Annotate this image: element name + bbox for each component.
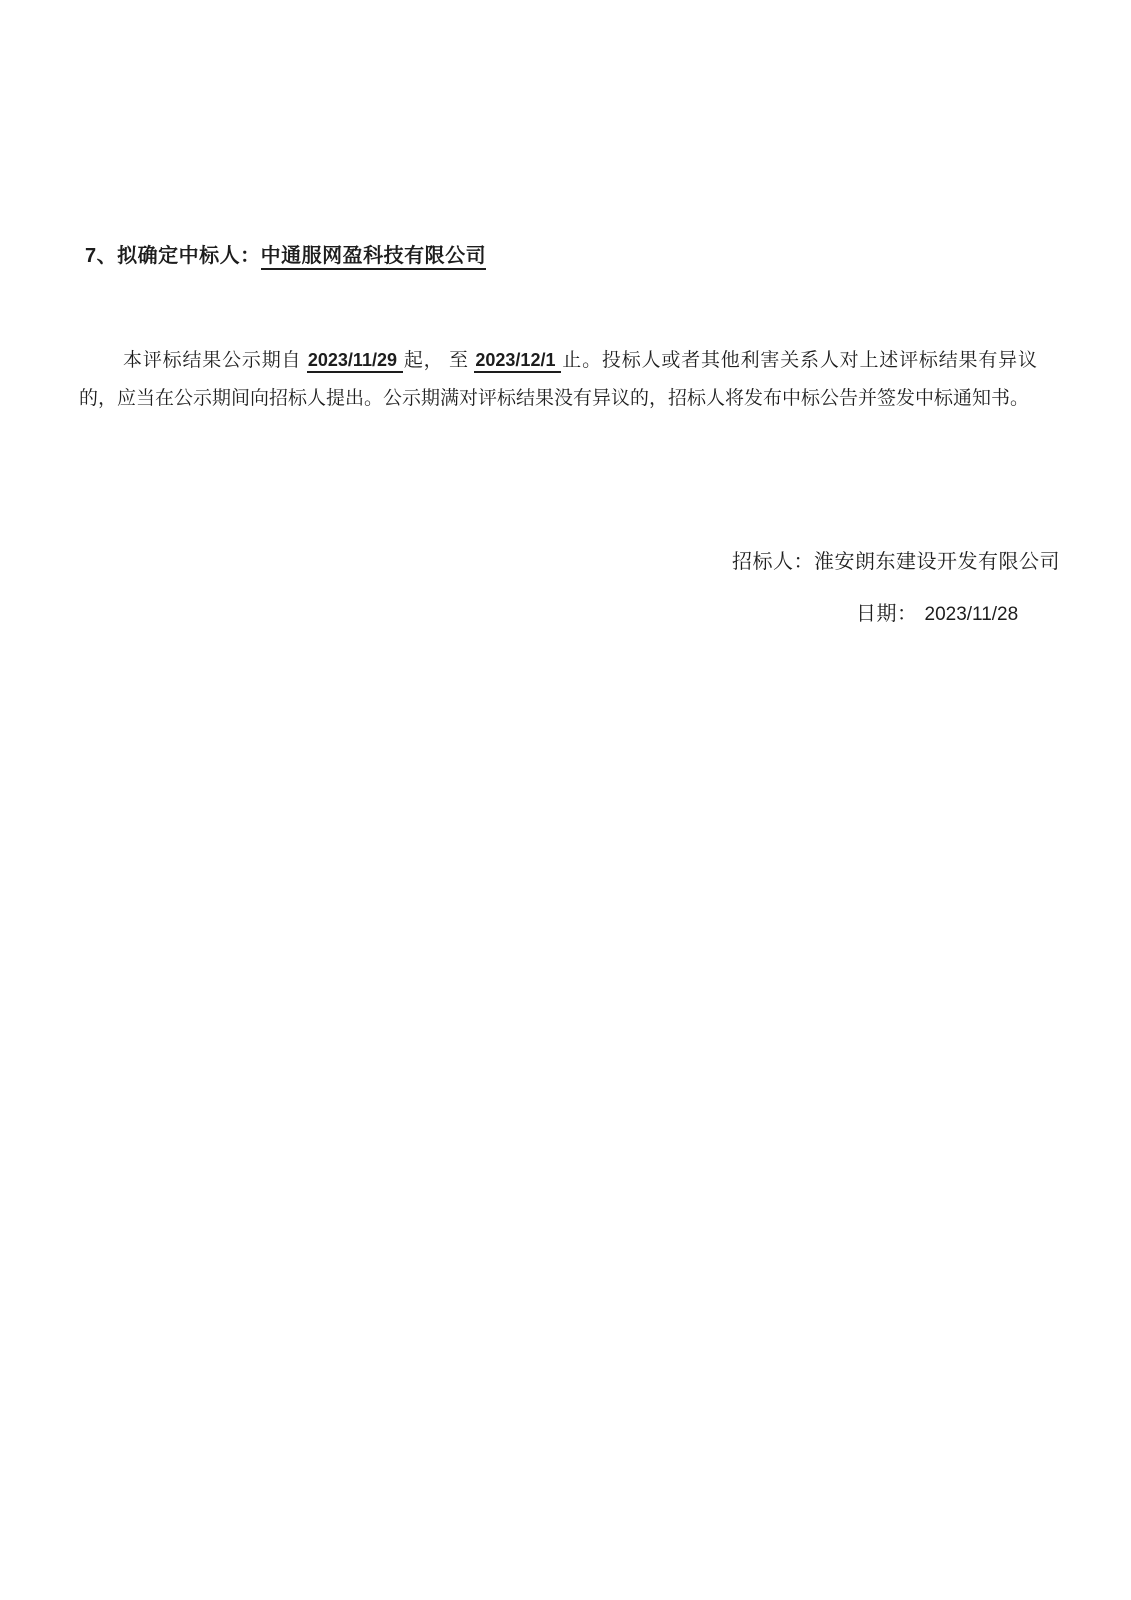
paragraph-line-2: 的，应当在公示期间向招标人提出。公示期满对评标结果没有异议的，招标人将发布中标公告并签发中标通知书。: [79, 388, 1030, 409]
paragraph-text-segment: 本评标结果公示期自: [123, 350, 307, 371]
signature-date-line: [856, 597, 1018, 626]
tenderer-name: 淮安朗东建设开发有限公司: [814, 551, 1060, 573]
tenderer-signature-line: [732, 545, 1060, 574]
winning-bidder-name: 中通服网盈科技有限公司: [261, 245, 487, 270]
paragraph-line-1: [79, 341, 1037, 380]
section-7-heading: [85, 239, 486, 268]
publicity-start-date: 2023/11/29: [307, 350, 403, 373]
paragraph-text-segment: 止。投标人或者其他利害关系人对上述评标结果有异议: [561, 350, 1037, 371]
heading-label: 7、拟确定中标人：: [85, 245, 261, 267]
tenderer-label: 招标人：: [732, 551, 814, 573]
date-label: 日期：: [856, 603, 918, 625]
publicity-paragraph: [79, 341, 1037, 418]
publicity-end-date: 2023/12/1: [474, 350, 561, 373]
date-value: 2023/11/28: [924, 604, 1019, 625]
paragraph-text-segment: 起， 至: [403, 350, 475, 371]
